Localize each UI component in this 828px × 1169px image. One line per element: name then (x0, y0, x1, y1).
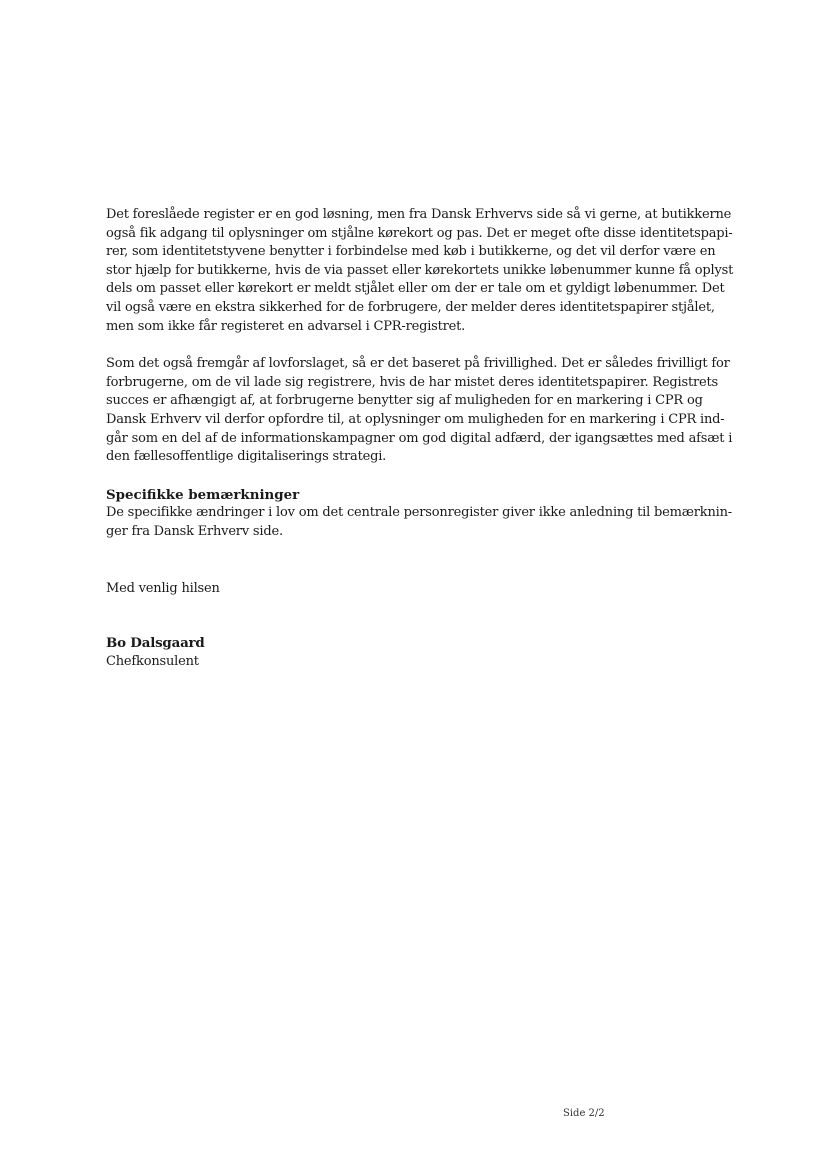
paragraph-spacer (106, 336, 706, 355)
text-line: vil også være en ekstra sikkerhed for de forbrugere, der melder deres identitetspapirer stjålet, (106, 299, 715, 315)
text-line: succes er afhængigt af, at forbrugerne benytter sig af muligheden for en markering i CPR og (106, 393, 703, 409)
text-line: De specifikke ændringer i lov om det centrale personregister giver ikke anledning til bemærknin- (106, 505, 732, 521)
text-line: Det foreslåede register er en god løsning, men fra Dansk Erhvervs side så vi gerne, at butikkerne (106, 207, 732, 222)
text-line: men som ikke får registeret en advarsel i CPR-registret. (106, 318, 466, 334)
paragraph-specific-remarks (106, 504, 732, 541)
letter-body (106, 206, 734, 671)
text-line: går som en del af de informationskampagner om god digital adfærd, der igangsættes med afsæt i (106, 430, 733, 446)
text-line: rer, som identitetstyvene benytter i forbindelse med køb i butikkerne, og det vil derfor være en (106, 244, 716, 260)
text-line: forbrugerne, om de vil lade sig registrere, hvis de har mistet deres identitetspapirer. Registrets (106, 374, 719, 390)
text-line: ger fra Dansk Erhverv side. (106, 523, 283, 539)
text-line: den fællesoffentlige digitaliserings strategi. (106, 449, 387, 465)
signature-spacer (106, 598, 706, 634)
paragraph-register-proposal (106, 206, 734, 336)
section-heading: Specifikke bemærkninger (106, 486, 300, 503)
text-line: dels om passet eller kørekort er meldt stjålet eller om der er tale om et gyldigt løbenummer. Det (106, 281, 725, 297)
text-line: Som det også fremgår af lovforslaget, så er det baseret på frivillighed. Det er således frivilligt for (106, 356, 730, 372)
text-line: også fik adgang til oplysninger om stjålne kørekort og pas. Det er meget ofte disse identitetspapi- (106, 225, 733, 241)
closing-salutation: Med venlig hilsen (106, 580, 220, 596)
paragraph-spacer (106, 467, 706, 486)
signer-name: Bo Dalsgaard (106, 635, 205, 652)
signer-title: Chefkonsulent (106, 653, 199, 669)
text-line: stor hjælp for butikkerne, hvis de via passet eller kørekortets unikke løbenummer kunne få oplyst (106, 262, 734, 278)
text-line: Dansk Erhverv vil derfor opfordre til, at oplysninger om muligheden for en markering i CPR ind- (106, 411, 725, 427)
paragraph-voluntary-registration (106, 355, 733, 467)
paragraph-spacer (106, 542, 706, 580)
page-number: Side 2/2 (563, 1108, 605, 1119)
